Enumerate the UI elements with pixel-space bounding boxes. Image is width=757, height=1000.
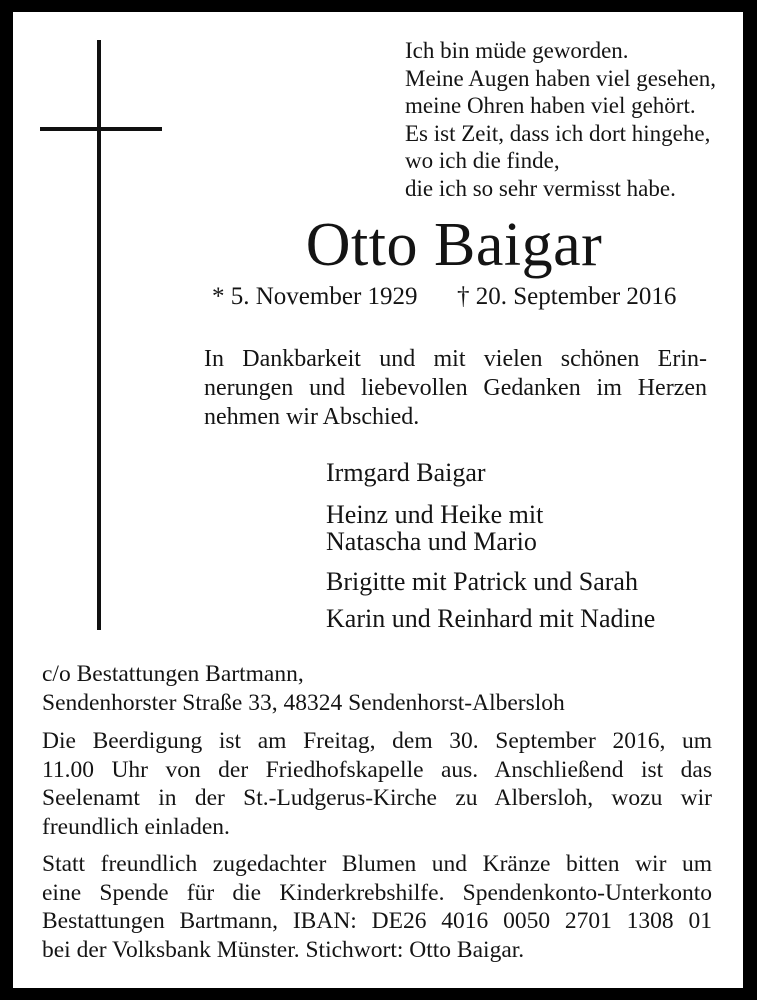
poem-line: wo ich die finde,	[405, 148, 560, 173]
funeral-line: Seelenamt in der St.-Ludgerus-Kirche zu Albersloh, wozu wir	[42, 785, 712, 811]
contact-line: Sendenhorster Straße 33, 48324 Sendenhorst-Albersloh	[42, 690, 565, 716]
tribute-line: nehmen wir Abschied.	[204, 403, 420, 430]
cross-horizontal-bar	[40, 127, 162, 131]
deceased-name: Otto Baigar	[305, 211, 603, 279]
tribute-line: In Dankbarkeit und mit vielen schönen Erin-	[204, 346, 707, 372]
funeral-line: 11.00 Uhr von der Friedhofskapelle aus. Anschließend ist das	[42, 756, 712, 783]
tribute-text	[204, 345, 707, 431]
birth-date: * 5. November 1929	[212, 283, 418, 310]
mourner-line: Karin und Reinhard mit Nadine	[326, 604, 656, 633]
contact-line: c/o Bestattungen Bartmann,	[42, 661, 304, 687]
funeral-line: Die Beerdigung ist am Freitag, dem 30. September 2016, um	[42, 728, 712, 754]
death-date: † 20. September 2016	[457, 283, 677, 310]
donation-line: Bestattungen Bartmann, IBAN: DE26 4016 0050 2701 1308 01	[42, 908, 712, 934]
donation-info	[42, 850, 712, 964]
mourner-line: Heinz und Heike mit	[326, 500, 544, 529]
tribute-line: nerungen und liebevollen Gedanken im Herzen	[204, 374, 707, 401]
poem-line: Meine Augen haben viel gesehen,	[405, 65, 717, 91]
donation-line: eine Spende für die Kinderkrebshilfe. Spendenkonto-Unterkonto	[42, 879, 712, 906]
poem-line: die ich so sehr vermisst habe.	[405, 175, 676, 201]
donation-line: Statt freundlich zugedachter Blumen und Kränze bitten wir um	[42, 851, 712, 877]
donation-line: bei der Volksbank Münster. Stichwort: Otto Baigar.	[42, 936, 525, 963]
poem-line: meine Ohren haben viel gehört.	[405, 93, 696, 118]
mourner-line: Irmgard Baigar	[326, 458, 486, 487]
mourner-line: Natascha und Mario	[326, 527, 537, 556]
mourner-line: Brigitte mit Patrick und Sarah	[326, 567, 638, 596]
funeral-line: freundlich einladen.	[42, 813, 230, 840]
funeral-info	[42, 727, 712, 841]
memorial-poem	[405, 37, 735, 202]
poem-line: Ich bin müde geworden.	[405, 38, 629, 63]
poem-line: Es ist Zeit, dass ich dort hingehe,	[405, 120, 711, 146]
contact-info	[42, 660, 722, 718]
